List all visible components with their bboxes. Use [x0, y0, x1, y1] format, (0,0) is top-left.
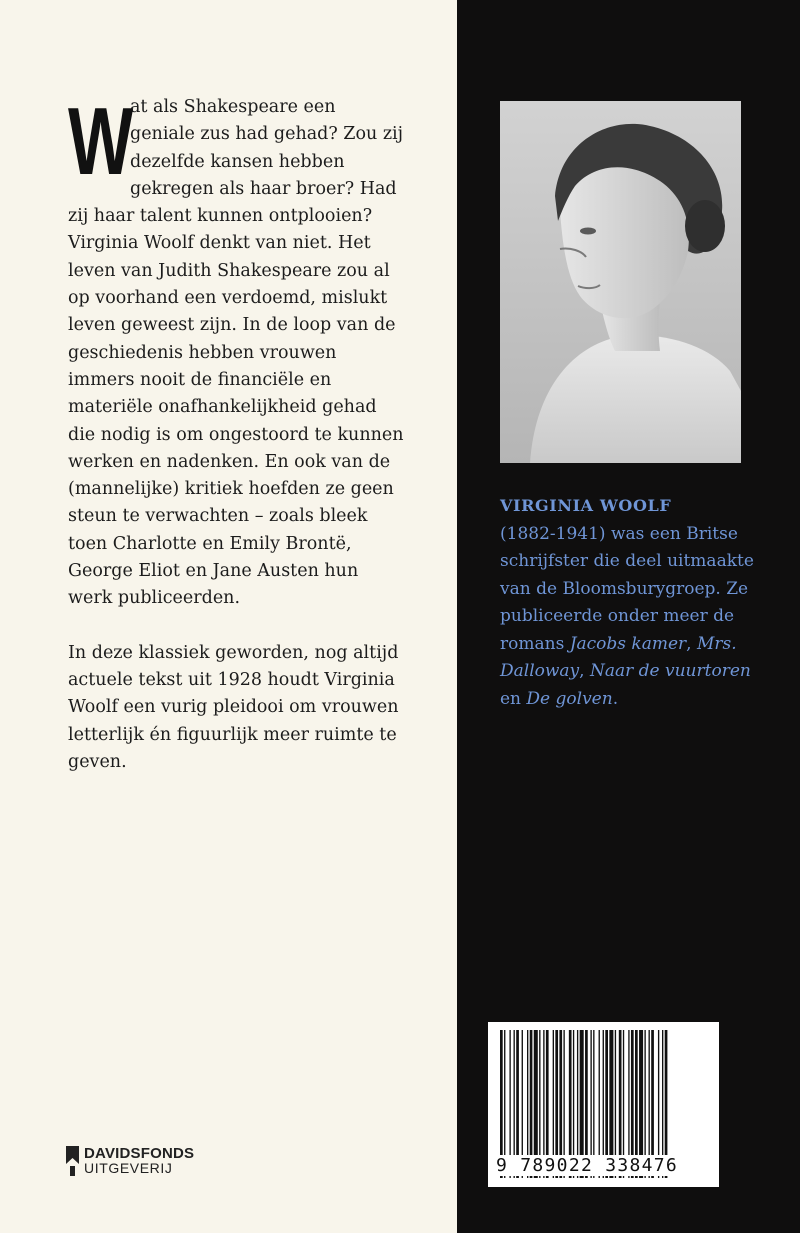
author-bio	[500, 492, 760, 713]
blurb-paragraph-1-text: at als Shakespeare een geniale zus had gehad? Zou zij dezelfde kansen hebben gekregen als haar broer? Had zij haar talent kunnen ontplooien? Virginia Woolf denkt van niet. Het leven van Judith Shakespeare zou al op voorhand een verdoemd, mislukt leven geweest zijn. In de loop van de geschiedenis hebben vrouwen immers nooit de financiële en materiële onafhankelijkheid gehad die nodig is om ongestoord te kunnen werken en nadenken. En ook van de (mannelijke) kritiek hoefden ze geen steun te verwachten – zoals bleek toen Charlotte en Emily Brontë, George Eliot en Jane Austen hun werk publiceerden.	[68, 97, 404, 609]
separator-2: ,	[579, 661, 590, 681]
book-title-3: Naar de vuurtoren	[589, 661, 751, 681]
barcode	[488, 1022, 719, 1187]
author-portrait	[500, 101, 741, 463]
bio-end: .	[612, 688, 619, 709]
separator-1: ,	[686, 633, 697, 654]
blurb-text	[68, 88, 404, 776]
author-portrait-image	[500, 101, 741, 463]
publisher-mark-icon	[66, 1146, 79, 1176]
book-title-4: De golven	[526, 688, 613, 709]
separator-3: en	[500, 688, 527, 709]
drop-cap: W	[68, 88, 132, 195]
book-title-2: Mrs. Dalloway	[500, 633, 737, 681]
author-name: VIRGINIA WOOLF	[500, 496, 672, 515]
author-bio-text: (1882-1941) was een Britse schrijfster die deel uitmaakte van de Bloomsburygroep. Ze publiceerde onder meer de romans	[500, 523, 754, 654]
isbn-number: 9 789022 338476	[496, 1155, 714, 1176]
publisher-name: DAVIDSFONDS	[84, 1145, 195, 1162]
book-title-1: Jacobs kamer	[569, 633, 687, 654]
blurb-paragraph-2: In deze klassiek geworden, nog altijd actuele tekst uit 1928 houdt Virginia Woolf een vurig pleidooi om vrouwen letterlijk én figuurlijk meer ruimte te geven.	[68, 642, 399, 772]
blurb-paragraph-1	[68, 88, 404, 613]
publisher-logo	[66, 1146, 194, 1176]
publisher-subtitle: UITGEVERIJ	[84, 1160, 173, 1176]
